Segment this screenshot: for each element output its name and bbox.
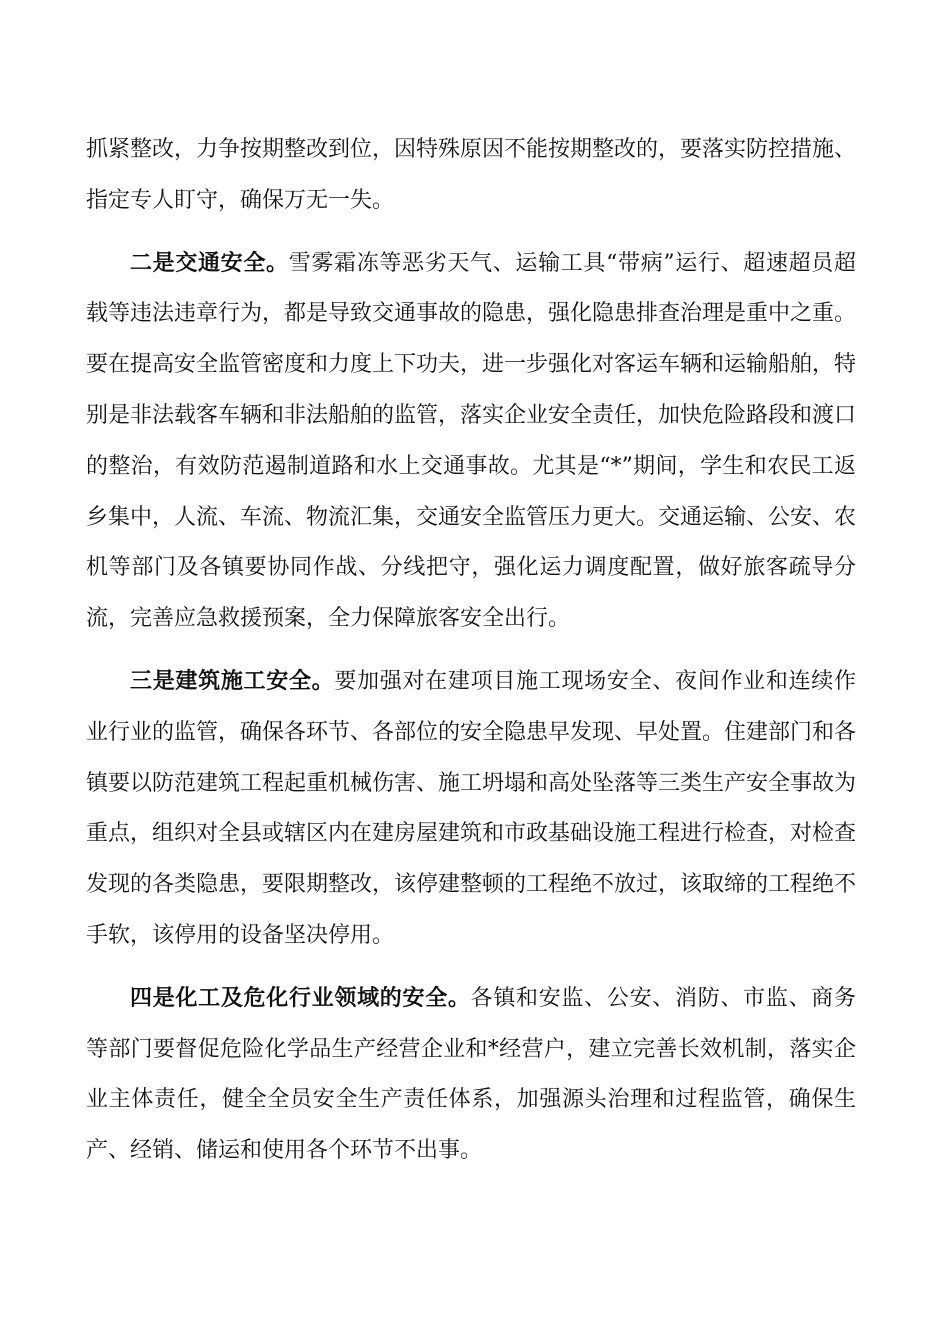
paragraph-text: 各镇和安监、公安、消防、市监、商务等部门要督促危险化学品生产经营企业和*经营户，建立完善长效机制，落实企业主体责任，健全全员安全生产责任体系，加强源头治理和过程监管，确保生产、经销、储运和使用各个环节不出事。 xyxy=(86,985,856,1164)
paragraph-chemical-safety xyxy=(86,974,856,1177)
paragraph-heading: 二是交通安全。 xyxy=(130,250,289,276)
paragraph-construction-safety xyxy=(86,657,856,962)
document-body xyxy=(86,125,856,1177)
paragraph-traffic-safety xyxy=(86,239,856,645)
paragraph-heading: 四是化工及危化行业领域的安全。 xyxy=(130,985,471,1011)
paragraph-continuation xyxy=(86,125,856,227)
paragraph-heading: 三是建筑施工安全。 xyxy=(130,668,335,694)
paragraph-text: 要加强对在建项目施工现场安全、夜间作业和连续作业行业的监管，确保各环节、各部位的安全隐患早发现、早处置。住建部门和各镇要以防范建筑工程起重机械伤害、施工坍塌和高处坠落等三类生产安全事故为重点，组织对全县或辖区内在建房屋建筑和市政基础设施工程进行检查，对检查发现的各类隐患，要限期整改，该停建整顿的工程绝不放过，该取缔的工程绝不手软，该停用的设备坚决停用。 xyxy=(86,668,857,948)
paragraph-text: 抓紧整改，力争按期整改到位，因特殊原因不能按期整改的，要落实防控措施、指定专人盯守，确保万无一失。 xyxy=(86,137,857,213)
paragraph-text: 雪雾霜冻等恶劣天气、运输工具“带病”运行、超速超员超载等违法违章行为，都是导致交通事故的隐患，强化隐患排查治理是重中之重。要在提高安全监管密度和力度上下功夫，进一步强化对客运车辆和运输船舶，特别是非法载客车辆和非法船舶的监管，落实企业安全责任，加快危险路段和渡口的整治，有效防范遏制道路和水上交通事故。尤其是“*”期间，学生和农民工返乡集中，人流、车流、物流汇集，交通安全监管压力更大。交通运输、公安、农机等部门及各镇要协同作战、分线把守，强化运力调度配置，做好旅客疏导分流，完善应急救援预案，全力保障旅客安全出行。 xyxy=(86,250,857,632)
